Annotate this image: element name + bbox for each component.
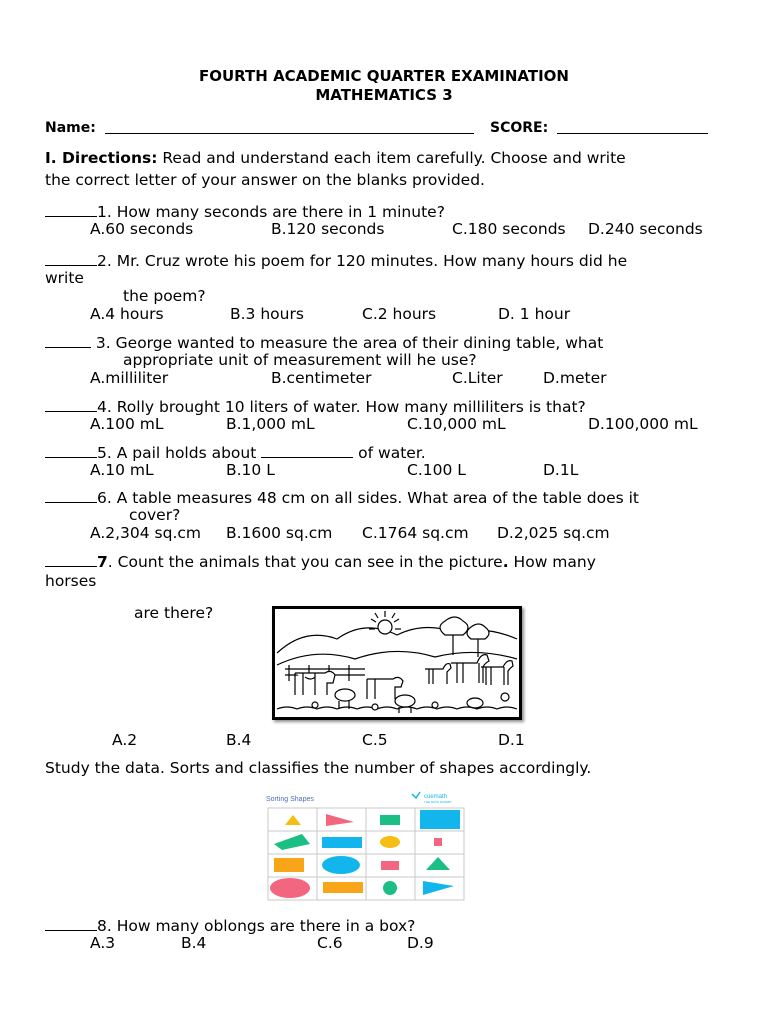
question-7-line-2: horses — [45, 572, 97, 590]
q8-choice-c: C.6 — [317, 934, 343, 952]
q8-choice-a: A.3 — [90, 934, 116, 952]
sorting-shapes-grid — [262, 790, 474, 902]
question-2 — [45, 251, 627, 270]
q4-choice-c: C.10,000 mL — [407, 415, 506, 433]
q3-choice-d: D.meter — [543, 369, 607, 387]
sorting-shapes-image — [262, 790, 474, 902]
farm-animals-picture — [272, 606, 522, 720]
q7-choice-a: A.2 — [112, 731, 138, 749]
triangle-shape — [285, 815, 301, 825]
score-field[interactable] — [557, 119, 708, 138]
fill-in-blank-5[interactable] — [261, 443, 353, 458]
q5-choice-c: C.100 L — [407, 461, 466, 479]
question-7-number: 7 — [97, 553, 108, 571]
answer-blank-6[interactable] — [45, 488, 97, 503]
question-4-text: 4. Rolly brought 10 liters of water. How many milliliters is that? — [97, 398, 586, 416]
answer-blank-4[interactable] — [45, 397, 97, 412]
answer-blank-1[interactable] — [45, 202, 97, 217]
cuemath-logo-subtext: THE MATH EXPERT — [424, 800, 452, 804]
question-5-text-a: 5. A pail holds about — [97, 444, 262, 462]
q6-choice-b: B.1600 sq.cm — [226, 524, 333, 542]
answer-blank-5[interactable] — [45, 443, 97, 458]
q5-choice-b: B.10 L — [226, 461, 275, 479]
q7-choice-b: B.4 — [226, 731, 252, 749]
q1-choice-d: D.240 seconds — [588, 220, 703, 238]
study-note: Study the data. Sorts and classifies the number of shapes accordingly. — [45, 759, 592, 777]
triangle-shape — [326, 814, 354, 826]
directions-line-1 — [45, 149, 626, 167]
circle-shape — [383, 881, 397, 895]
question-8 — [45, 916, 415, 935]
oblong-shape — [322, 837, 362, 848]
question-5-text-b: of water. — [353, 444, 426, 462]
q5-choice-a: A.10 mL — [90, 461, 154, 479]
cuemath-logo-icon — [412, 792, 420, 798]
question-3-line-2: appropriate unit of measurement will he use? — [123, 351, 477, 369]
triangle-shape — [423, 881, 454, 895]
q7-choice-d: D.1 — [498, 731, 525, 749]
cuemath-logo-text: cuemath — [424, 794, 448, 800]
question-7-line-3: are there? — [134, 604, 214, 622]
question-7-text-end: How many — [508, 553, 596, 571]
q7-choice-c: C.5 — [362, 731, 388, 749]
question-7-period: . — [502, 553, 509, 571]
question-3-text: 3. George wanted to measure the area of their dining table, what — [91, 334, 604, 352]
answer-blank-8[interactable] — [45, 916, 97, 931]
q5-choice-d: D.1L — [543, 461, 579, 479]
triangle-shape — [426, 857, 450, 870]
q2-choice-c: C.2 hours — [362, 305, 437, 323]
oblong-shape — [380, 815, 400, 825]
question-2-text: 2. Mr. Cruz wrote his poem for 120 minutes. How many hours did he — [97, 252, 628, 270]
oblong-shape — [323, 882, 363, 893]
question-6 — [45, 488, 639, 507]
question-6-line-2: cover? — [129, 506, 181, 524]
oblong-shape — [381, 861, 399, 870]
q6-choice-c: C.1764 sq.cm — [362, 524, 469, 542]
q1-choice-b: B.120 seconds — [271, 220, 385, 238]
q4-choice-b: B.1,000 mL — [226, 415, 315, 433]
question-2-line-3: the poem? — [123, 287, 206, 305]
q2-choice-a: A.4 hours — [90, 305, 164, 323]
name-field[interactable] — [105, 119, 474, 138]
question-1-text: 1. How many seconds are there in 1 minute? — [97, 203, 445, 221]
oval-shape — [380, 836, 400, 848]
q2-choice-b: B.3 hours — [230, 305, 304, 323]
exam-title: FOURTH ACADEMIC QUARTER EXAMINATION — [199, 67, 569, 85]
name-label: Name: — [45, 120, 96, 136]
oblong-shape — [274, 858, 304, 872]
score-label: SCORE: — [490, 120, 549, 136]
q3-choice-a: A.milliliter — [90, 369, 169, 387]
q3-choice-c: C.Liter — [452, 369, 503, 387]
q2-choice-d: D. 1 hour — [498, 305, 571, 323]
question-5 — [45, 443, 426, 462]
q1-choice-c: C.180 seconds — [452, 220, 566, 238]
q4-choice-d: D.100,000 mL — [588, 415, 698, 433]
question-7-text: . Count the animals that you can see in the picture — [107, 553, 503, 571]
parallelogram-shape — [274, 834, 310, 850]
answer-blank-2[interactable] — [45, 251, 97, 266]
q4-choice-a: A.100 mL — [90, 415, 164, 433]
question-3 — [45, 333, 603, 352]
q6-choice-d: D.2,025 sq.cm — [497, 524, 610, 542]
sorting-shapes-title: Sorting Shapes — [266, 796, 314, 803]
exam-subject: MATHEMATICS 3 — [315, 86, 453, 104]
question-4 — [45, 397, 586, 416]
q8-choice-d: D.9 — [407, 934, 434, 952]
directions-text-1: Read and understand each item carefully. Choose and write — [157, 149, 626, 167]
q6-choice-a: A.2,304 sq.cm — [90, 524, 202, 542]
oval-shape — [322, 856, 360, 874]
square-shape — [420, 810, 460, 829]
question-7 — [45, 552, 596, 571]
answer-blank-7[interactable] — [45, 552, 97, 567]
q3-choice-b: B.centimeter — [271, 369, 372, 387]
directions-text-2: the correct letter of your answer on the blanks provided. — [45, 171, 485, 189]
square-shape — [434, 838, 442, 846]
question-8-text: 8. How many oblongs are there in a box? — [97, 917, 416, 935]
farm-scene-illustration — [275, 609, 519, 717]
q1-choice-a: A.60 seconds — [90, 220, 194, 238]
oval-shape — [270, 878, 310, 898]
directions-heading: I. Directions: — [45, 149, 158, 167]
q8-choice-b: B.4 — [181, 934, 207, 952]
question-1 — [45, 202, 445, 221]
answer-blank-3[interactable] — [45, 333, 91, 348]
question-6-text: 6. A table measures 48 cm on all sides. What area of the table does it — [97, 489, 639, 507]
question-2-line-2: write — [45, 269, 84, 287]
